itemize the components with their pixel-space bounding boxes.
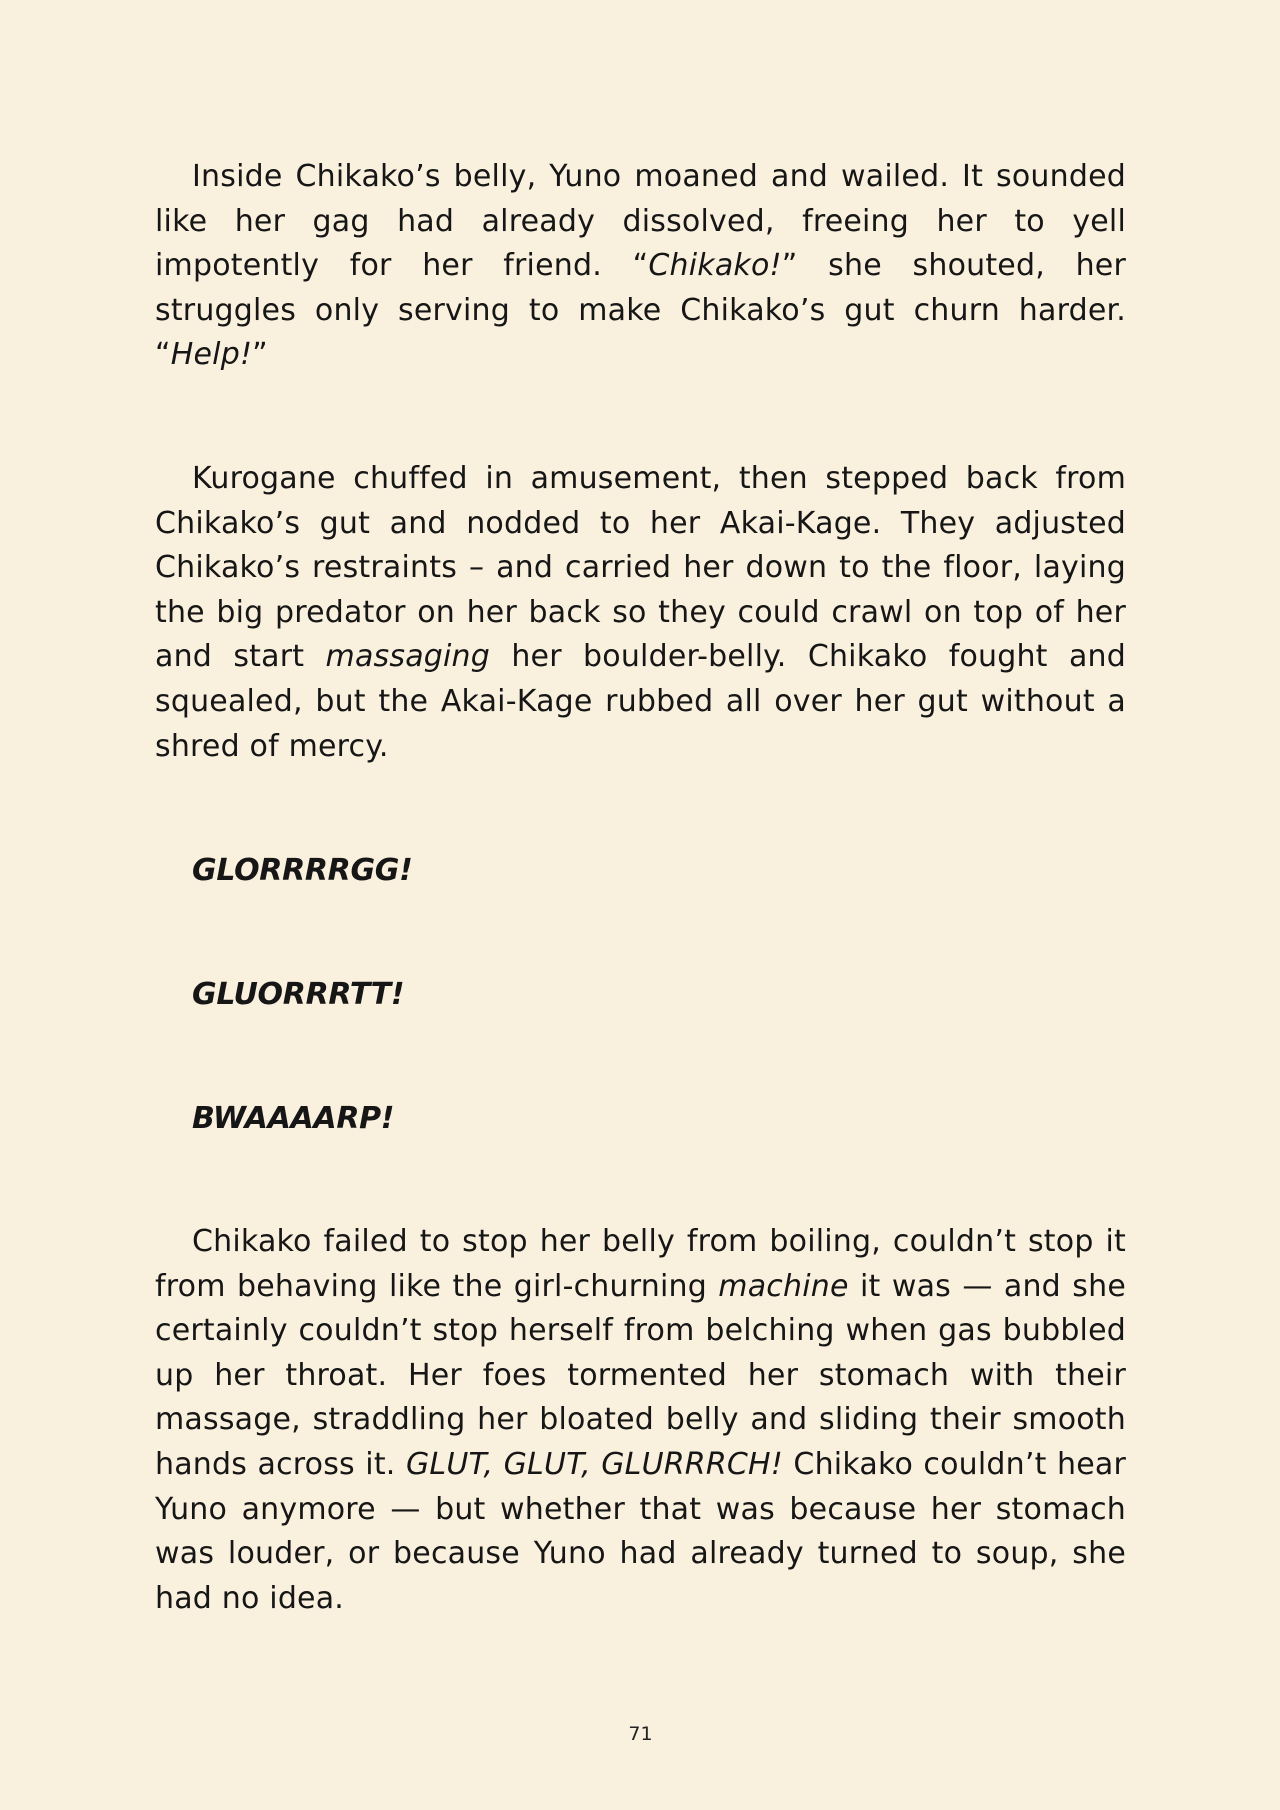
paragraph-3-text-2: it was — and she certainly couldn’t stop herself from belching when gas bubbled up her throat. Her foes tormented her stomach with their massage, straddling her bloated belly and sliding their smooth hands across it. bbox=[155, 1268, 1126, 1482]
page-number: 71 bbox=[628, 1723, 653, 1745]
paragraph-2-italic-massaging: massaging bbox=[325, 639, 491, 675]
paragraph-3-italic-machine: machine bbox=[718, 1268, 849, 1304]
paragraph-1-text-1: Inside Chikako’s belly, Yuno moaned and wailed. It sounded like her gag had already dissolved, freeing her to yell impotently for her friend. “ bbox=[155, 159, 1126, 284]
paragraph-3-text-3: Chikako couldn’t hear Yuno anymore — but whether that was because her stomach was louder, or because Yuno had already turned to soup, she had no idea. bbox=[155, 1446, 1126, 1616]
paragraph-3-text-1: Chikako failed to stop her belly from boiling, couldn’t stop it from behaving like the girl-churning bbox=[155, 1224, 1126, 1304]
paragraph-3 bbox=[155, 1220, 1126, 1621]
paragraph-1 bbox=[155, 155, 1126, 378]
sound-effect-3: BWAAAARP! bbox=[192, 1101, 395, 1136]
paragraph-1-italic-help: Help! bbox=[170, 337, 253, 373]
paragraph-3-italic-glut: GLUT, GLUT, GLURRRCH! bbox=[405, 1446, 784, 1482]
paragraph-1-italic-chikako: Chikako! bbox=[648, 248, 782, 284]
paragraph-2-text-2: her boulder-belly. Chikako fought and squealed, but the Akai-Kage rubbed all over her gut without a shred of mercy. bbox=[155, 639, 1126, 764]
sound-effect-1: GLORRRRGG! bbox=[192, 853, 413, 888]
sound-effect-2: GLUORRRTT! bbox=[192, 977, 405, 1012]
paragraph-1-text-2: ” she shouted, her struggles only serving to make Chikako’s gut churn harder. “ bbox=[155, 248, 1126, 373]
paragraph-1-text-3: ” bbox=[252, 337, 268, 373]
book-page bbox=[155, 0, 1126, 1810]
paragraph-2-text-1: Kurogane chuffed in amusement, then stepped back from Chikako’s gut and nodded to her Akai-Kage. They adjusted Chikako’s restraints – and carried her down to the floor, laying the big predator on her back so they could crawl on top of her and start bbox=[155, 461, 1126, 675]
paragraph-2 bbox=[155, 457, 1126, 769]
